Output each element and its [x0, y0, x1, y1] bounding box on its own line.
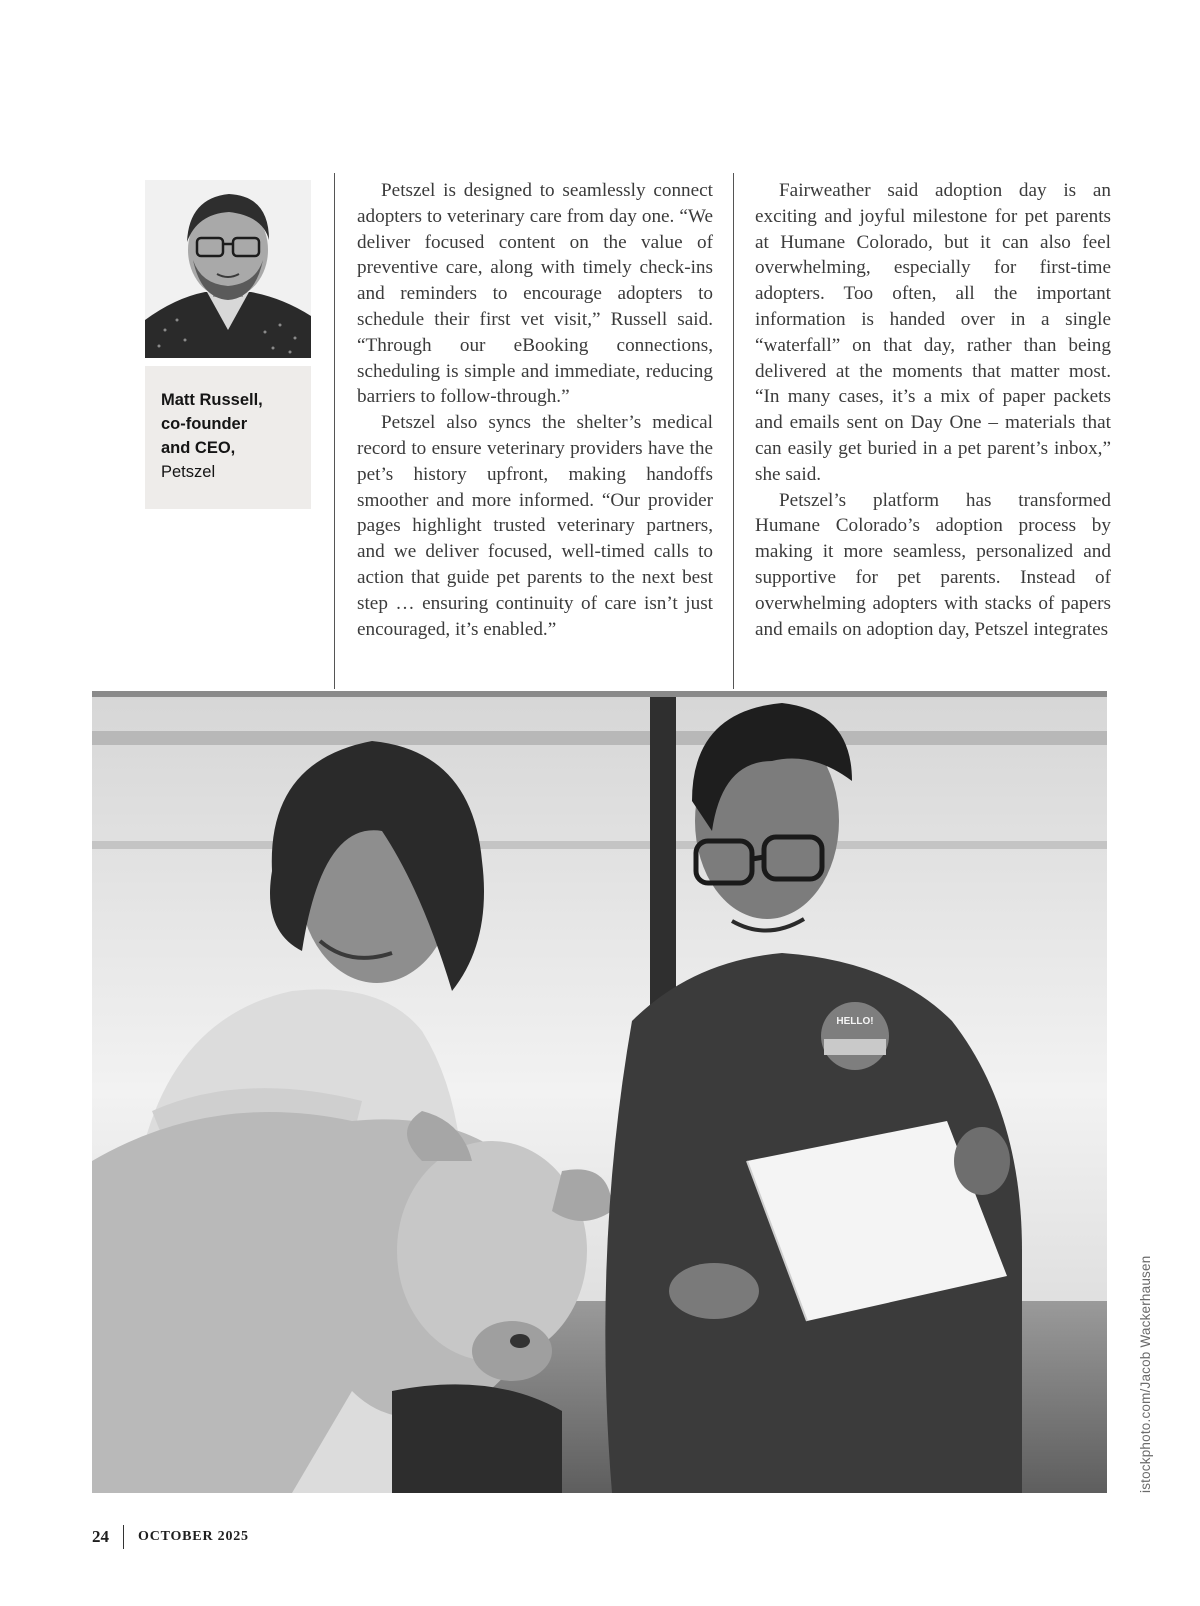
photo-credit: istockphoto.com/Jacob Wackerhausen — [1138, 1255, 1153, 1493]
body-paragraph: Petszel also syncs the shelter’s medical record to ensure veterinary providers have the pet’s history upfront, making handoffs smoother and more informed. “Our provider pages highlight trusted veterinary partners, and we deliver focused, well-timed calls to action that guide pet parents to the next best step … ensuring continuity of care isn’t just encouraged, it’s enabled.” — [357, 412, 713, 640]
issue-date: OCTOBER 2025 — [138, 1529, 249, 1544]
article-column-left — [357, 178, 713, 642]
column-divider-left — [334, 173, 335, 689]
badge-text: HELLO! — [836, 1016, 874, 1027]
body-paragraph: Petszel’s platform has transformed Humane Colorado’s adoption process by making it more seamless, personalized and supportive for pet parents. Instead of overwhelming adopters with stacks of papers and emails on adoption day, Petszel integrates — [755, 489, 1111, 640]
caption-role-line2: and CEO, — [161, 439, 236, 457]
body-paragraph: Fairweather said adoption day is an exciting and joyful milestone for pet parents at Humane Colorado, but it can also feel overwhelming, especially for first-time adopters. Too often, all the important information is handed over in a single “waterfall” on that day, rather than being delivered at the moments that matter most. “In many cases, it’s a mix of paper packets and emails sent on Day One – materials that can easily get buried in a pet parent’s inbox,” she said. — [755, 180, 1111, 485]
article-column-right — [755, 178, 1111, 642]
caption-name: Matt Russell, — [161, 391, 263, 409]
page-number: 24 — [92, 1527, 109, 1546]
author-headshot — [145, 180, 311, 358]
footer-divider — [123, 1525, 124, 1549]
author-caption — [145, 366, 311, 509]
adoption-photo — [92, 691, 1107, 1493]
page-footer — [92, 1525, 249, 1549]
column-divider-right — [733, 173, 734, 689]
caption-role-line1: co-founder — [161, 415, 248, 433]
body-paragraph: Petszel is designed to seamlessly connect adopters to veterinary care from day one. “We deliver focused content on the value of preventive care, along with timely check-ins and reminders to encourage adopters to schedule their first vet visit,” Russell said. “Through our eBooking connections, scheduling is simple and immediate, reducing barriers to follow-through.” — [357, 180, 713, 408]
caption-company: Petszel — [161, 463, 216, 481]
